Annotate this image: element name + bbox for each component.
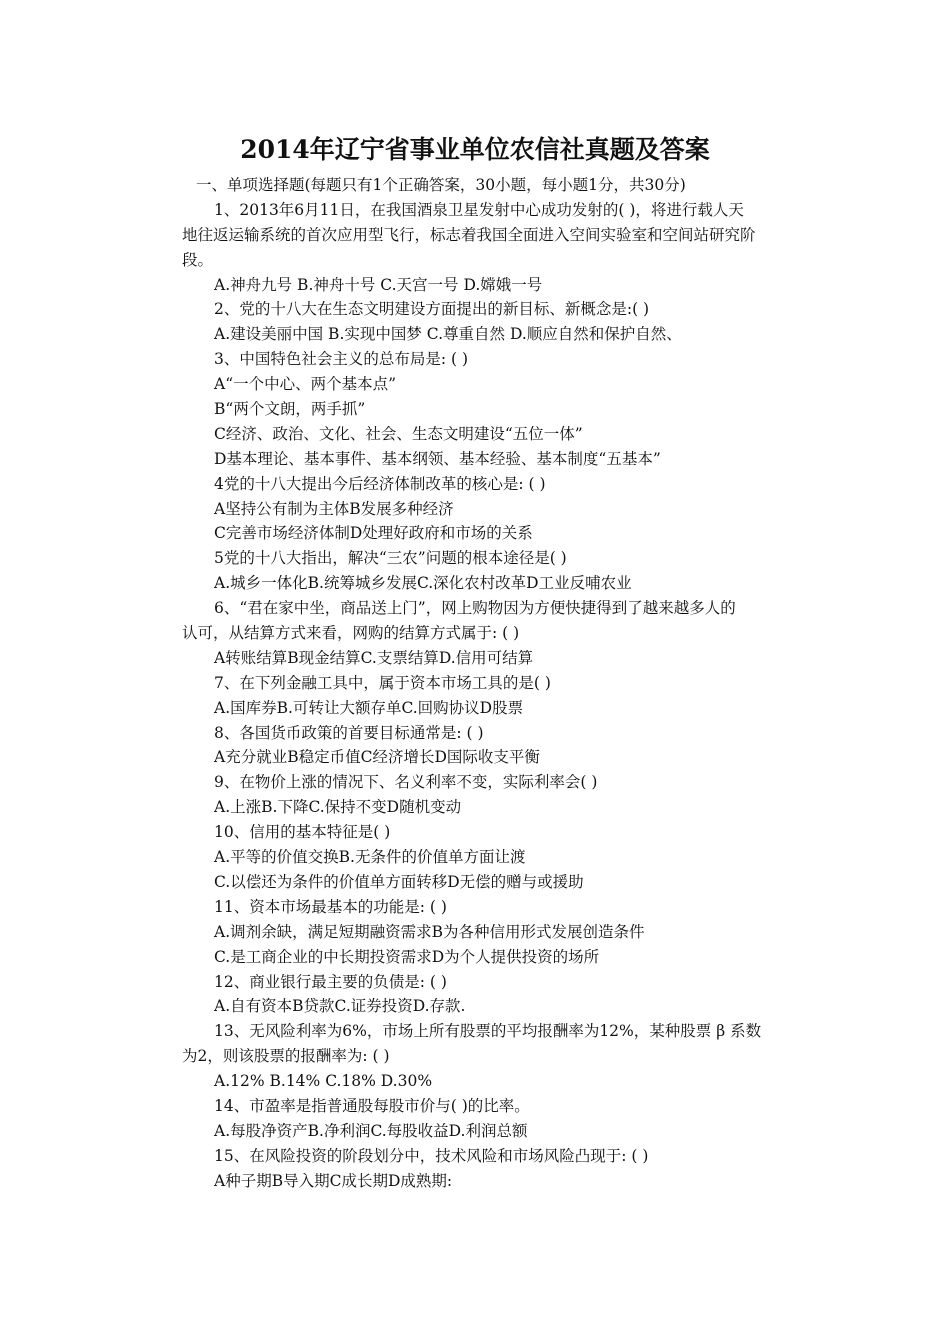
text-line: A坚持公有制为主体B发展多种经济 bbox=[214, 499, 454, 518]
text-line: 3、中国特色社会主义的总布局是: ( ) bbox=[214, 350, 469, 369]
text-line: 4党的十八大提出今后经济体制改革的核心是: ( ) bbox=[214, 474, 546, 493]
text-line: C.是工商企业的中长期投资需求D为个人提供投资的场所 bbox=[214, 947, 600, 966]
document-title: 2014年辽宁省事业单位农信社真题及答案 bbox=[240, 135, 710, 164]
text-line: A.每股净资产B.净利润C.每股收益D.利润总额 bbox=[214, 1121, 528, 1140]
text-line: C经济、政治、文化、社会、生态文明建设“五位一体” bbox=[214, 424, 583, 443]
text-line: A.城乡一体化B.统筹城乡发展C.深化农村改革D工业反哺农业 bbox=[214, 574, 632, 593]
text-line: 地往返运输系统的首次应用型飞行，标志着我国全面进入空间实验室和空间站研究阶 bbox=[182, 225, 756, 244]
text-line: 1、2013年6月11日，在我国酒泉卫星发射中心成功发射的( )，将进行载人天 bbox=[214, 200, 744, 219]
text-line: A.神舟九号 B.神舟十号 C.天宫一号 D.嫦娥一号 bbox=[214, 275, 543, 294]
text-line: 2、党的十八大在生态文明建设方面提出的新目标、新概念是:( ) bbox=[214, 300, 650, 319]
text-line: 7、在下列金融工具中，属于资本市场工具的是( ) bbox=[214, 673, 551, 692]
text-line: 15、在风险投资的阶段划分中，技术风险和市场风险凸现于: ( ) bbox=[214, 1146, 649, 1165]
text-line: 8、各国货币政策的首要目标通常是: ( ) bbox=[214, 723, 484, 742]
text-line: 10、信用的基本特征是( ) bbox=[214, 823, 391, 842]
text-line: 11、资本市场最基本的功能是: ( ) bbox=[214, 897, 447, 916]
text-line: 5党的十八大指出，解决“三农”问题的根本途径是( ) bbox=[214, 549, 567, 568]
text-line: 认可，从结算方式来看，网购的结算方式属于: ( ) bbox=[182, 624, 520, 643]
text-line: A种子期B导入期C成长期D成熟期: bbox=[214, 1171, 453, 1190]
text-line: C完善市场经济体制D处理好政府和市场的关系 bbox=[214, 524, 533, 543]
text-line: A转账结算B现金结算C.支票结算D.信用可结算 bbox=[214, 648, 534, 667]
text-line: A.国库券B.可转让大额存单C.回购协议D股票 bbox=[214, 698, 524, 717]
text-line: A.自有资本B贷款C.证券投资D.存款. bbox=[214, 997, 466, 1016]
text-line: 为2，则该股票的报酬率为: ( ) bbox=[182, 1047, 390, 1066]
text-line: 13、无风险利率为6%，市场上所有股票的平均报酬率为12%，某种股票 β 系数 bbox=[214, 1022, 762, 1041]
text-line: 12、商业银行最主要的负债是: ( ) bbox=[214, 972, 447, 991]
text-line: 一、单项选择题(每题只有1个正确答案，30小题，每小题1分，共30分) bbox=[196, 176, 686, 194]
text-line: A充分就业B稳定币值C经济增长D国际收支平衡 bbox=[214, 748, 540, 767]
text-line: D基本理论、基本事件、基本纲领、基本经验、基本制度“五基本” bbox=[214, 449, 661, 468]
text-line: 6、“君在家中坐，商品送上门”，网上购物因为方便快捷得到了越来越多人的 bbox=[214, 599, 736, 618]
text-line: C.以偿还为条件的价值单方面转移D无偿的赠与或援助 bbox=[214, 872, 584, 891]
text-line: 9、在物价上涨的情况下、名义利率不变，实际利率会( ) bbox=[214, 773, 598, 792]
text-line: A.建设美丽中国 B.实现中国梦 C.尊重自然 D.顺应自然和保护自然、 bbox=[214, 325, 682, 344]
document-body bbox=[182, 173, 804, 1194]
text-line: A.上涨B.下降C.保持不变D随机变动 bbox=[214, 798, 462, 817]
text-line: 14、市盈率是指普通股每股市价与( )的比率。 bbox=[214, 1096, 530, 1115]
text-line: A“一个中心、两个基本点” bbox=[214, 375, 397, 394]
text-line: 段。 bbox=[182, 250, 214, 269]
text-line: A.12% B.14% C.18% D.30% bbox=[214, 1072, 433, 1091]
text-line: A.调剂余缺，满足短期融资需求B为各种信用形式发展创造条件 bbox=[214, 922, 645, 941]
text-line: A.平等的价值交换B.无条件的价值单方面让渡 bbox=[214, 848, 526, 867]
text-line: B“两个文朗，两手抓” bbox=[214, 400, 366, 419]
